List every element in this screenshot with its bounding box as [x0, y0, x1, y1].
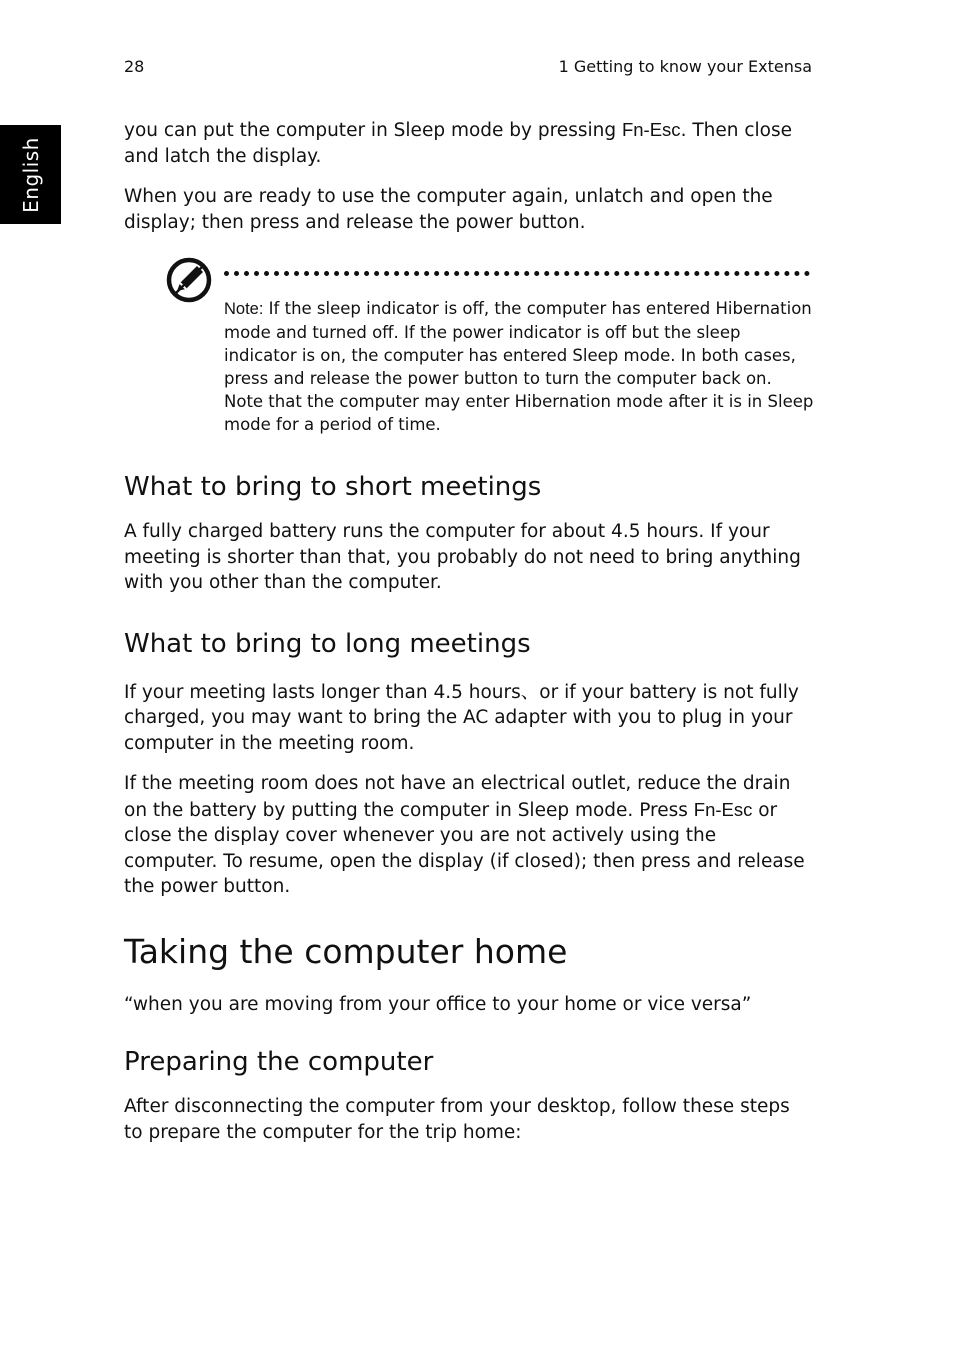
language-side-tab — [0, 125, 61, 224]
key-combo: Fn-Esc — [621, 119, 681, 140]
long-meetings-paragraph-1: If your meeting lasts longer than 4.5 hours、or if your battery is not fully charged, you may want to bring the AC adapter with you to plug in your computer in the meeting room. — [124, 681, 799, 754]
page-content — [124, 117, 814, 1160]
note-text: Note: If the sleep indicator is off, the computer has entered Hibernation mode and turned off. If the power indicator is off but the sleep indicator is on, the computer has entered Sleep mode. In both cases, press and release the power button to turn the computer back on. Note that the computer may enter Hibernation mode after it is in Sleep mode for a period of time. — [224, 299, 814, 434]
note-pen-icon — [166, 257, 212, 303]
short-meetings-paragraph: A fully charged battery runs the computer for about 4.5 hours. If your meeting is shorter than that, you probably do not need to bring anything with you other than the computer. — [124, 521, 801, 593]
long-meetings-paragraph-2: If the meeting room does not have an electrical outlet, reduce the drain on the battery by putting the computer in Sleep mode. Press Fn-Esc or close the display cover whenever you are not actively using the computer. To resume, open the display (if closed); then press and release the power button. — [124, 773, 805, 897]
page-number: 28 — [124, 57, 145, 76]
intro-paragraph-1: you can put the computer in Sleep mode by pressing Fn-Esc. Then close and latch the display. — [124, 119, 792, 167]
intro-paragraph-2: When you are ready to use the computer again, unlatch and open the display; then press and release the power button. — [124, 186, 773, 233]
note-label: Note: — [224, 300, 264, 318]
language-label: English — [18, 136, 43, 213]
heading-taking-home: Taking the computer home — [124, 931, 568, 971]
note-divider — [224, 271, 810, 276]
heading-long-meetings: What to bring to long meetings — [124, 628, 531, 659]
running-header: 1 Getting to know your Extensa — [558, 57, 812, 76]
taking-home-subtitle: “when you are moving from your office to your home or vice versa” — [124, 993, 752, 1015]
heading-short-meetings: What to bring to short meetings — [124, 472, 542, 502]
note-callout — [124, 257, 814, 443]
key-combo: Fn-Esc — [693, 798, 753, 820]
preparing-paragraph: After disconnecting the computer from your desktop, follow these steps to prepare the computer for the trip home: — [124, 1096, 790, 1143]
heading-preparing: Preparing the computer — [124, 1047, 434, 1077]
